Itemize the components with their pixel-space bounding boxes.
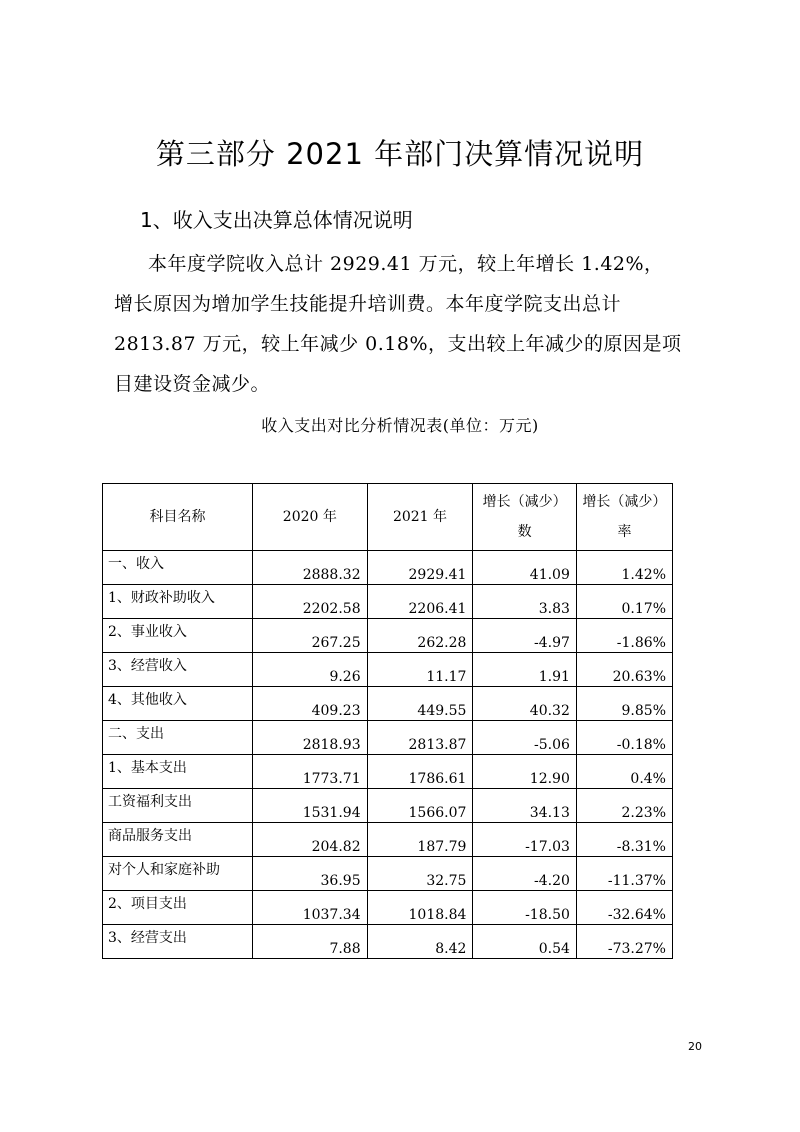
row-subject-name: 2、事业收入 <box>103 619 253 653</box>
row-change-rate: -32.64% <box>576 891 672 925</box>
row-2020-value: 36.95 <box>253 857 368 891</box>
row-2021-value: 1018.84 <box>367 891 473 925</box>
row-change-amount: 40.32 <box>473 687 576 721</box>
header-change-amount <box>473 484 576 551</box>
header-change-rate-line1: 增长（减少） <box>582 494 667 510</box>
row-2020-value: 267.25 <box>253 619 368 653</box>
row-change-rate: 9.85% <box>576 687 672 721</box>
row-subject-name: 对个人和家庭补助 <box>103 857 253 891</box>
row-2021-value: 1786.61 <box>367 755 473 789</box>
row-subject-name: 4、其他收入 <box>103 687 253 721</box>
row-2021-value: 32.75 <box>367 857 473 891</box>
row-2020-value: 2888.32 <box>253 551 368 585</box>
row-2020-value: 1037.34 <box>253 891 368 925</box>
row-change-amount: 34.13 <box>473 789 576 823</box>
row-subject-name: 商品服务支出 <box>103 823 253 857</box>
table-row <box>103 789 673 823</box>
row-subject-name: 2、项目支出 <box>103 891 253 925</box>
row-2020-value: 1531.94 <box>253 789 368 823</box>
row-2021-value: 2929.41 <box>367 551 473 585</box>
row-change-amount: 1.91 <box>473 653 576 687</box>
row-2020-value: 409.23 <box>253 687 368 721</box>
row-change-amount: -18.50 <box>473 891 576 925</box>
header-2021: 2021 年 <box>367 484 473 551</box>
row-change-rate: -1.86% <box>576 619 672 653</box>
row-change-amount: -5.06 <box>473 721 576 755</box>
row-change-amount: 41.09 <box>473 551 576 585</box>
row-change-rate: 20.63% <box>576 653 672 687</box>
header-change-rate <box>576 484 672 551</box>
paragraph-line: 本年度学院收入总计 2929.41 万元，较上年增长 1.42%， <box>148 253 664 275</box>
row-subject-name: 1、基本支出 <box>103 755 253 789</box>
row-2021-value: 449.55 <box>367 687 473 721</box>
row-subject-name: 3、经营收入 <box>103 653 253 687</box>
section-heading: 1、收入支出决算总体情况说明 <box>140 208 413 232</box>
row-change-amount: -4.97 <box>473 619 576 653</box>
table-row <box>103 551 673 585</box>
row-change-rate: 2.23% <box>576 789 672 823</box>
paragraph-line: 增长原因为增加学生技能提升培训费。本年度学院支出总计 <box>114 293 622 315</box>
header-change-amount-line2: 数 <box>517 524 532 540</box>
row-change-rate: -0.18% <box>576 721 672 755</box>
table-header-row <box>103 484 673 551</box>
row-subject-name: 工资福利支出 <box>103 789 253 823</box>
row-2021-value: 187.79 <box>367 823 473 857</box>
row-change-amount: -17.03 <box>473 823 576 857</box>
row-2021-value: 11.17 <box>367 653 473 687</box>
row-2020-value: 9.26 <box>253 653 368 687</box>
row-change-rate: -8.31% <box>576 823 672 857</box>
row-change-amount: 3.83 <box>473 585 576 619</box>
row-2020-value: 2818.93 <box>253 721 368 755</box>
table-row <box>103 687 673 721</box>
row-change-amount: 12.90 <box>473 755 576 789</box>
header-2020: 2020 年 <box>253 484 368 551</box>
paragraph-line: 目建设资金减少。 <box>114 373 271 395</box>
row-change-rate: -11.37% <box>576 857 672 891</box>
row-change-rate: 0.4% <box>576 755 672 789</box>
row-2021-value: 2206.41 <box>367 585 473 619</box>
table-row <box>103 619 673 653</box>
table-row <box>103 755 673 789</box>
header-subject-name: 科目名称 <box>103 484 253 551</box>
row-2021-value: 262.28 <box>367 619 473 653</box>
page-title: 第三部分 2021 年部门决算情况说明 <box>155 137 645 171</box>
row-change-amount: -4.20 <box>473 857 576 891</box>
page-number: 20 <box>688 1040 702 1053</box>
row-2021-value: 1566.07 <box>367 789 473 823</box>
row-2020-value: 1773.71 <box>253 755 368 789</box>
table-row <box>103 823 673 857</box>
row-change-amount: 0.54 <box>473 925 576 959</box>
header-change-amount-line1: 增长（减少） <box>482 494 567 510</box>
row-2020-value: 2202.58 <box>253 585 368 619</box>
table-caption: 收入支出对比分析情况表(单位：万元) <box>261 416 539 435</box>
row-change-rate: 0.17% <box>576 585 672 619</box>
row-subject-name: 二、支出 <box>103 721 253 755</box>
row-subject-name: 1、财政补助收入 <box>103 585 253 619</box>
header-change-rate-line2: 率 <box>617 524 632 540</box>
table-row <box>103 721 673 755</box>
row-subject-name: 3、经营支出 <box>103 925 253 959</box>
row-change-rate: -73.27% <box>576 925 672 959</box>
row-2021-value: 2813.87 <box>367 721 473 755</box>
summary-paragraph <box>114 244 694 404</box>
table-row <box>103 925 673 959</box>
table-row <box>103 857 673 891</box>
table-row <box>103 653 673 687</box>
row-2020-value: 7.88 <box>253 925 368 959</box>
table-row <box>103 891 673 925</box>
table-row <box>103 585 673 619</box>
income-expense-table <box>102 483 673 959</box>
row-subject-name: 一、收入 <box>103 551 253 585</box>
row-2021-value: 8.42 <box>367 925 473 959</box>
row-change-rate: 1.42% <box>576 551 672 585</box>
row-2020-value: 204.82 <box>253 823 368 857</box>
paragraph-line: 2813.87 万元，较上年减少 0.18%，支出较上年减少的原因是项 <box>114 333 682 355</box>
